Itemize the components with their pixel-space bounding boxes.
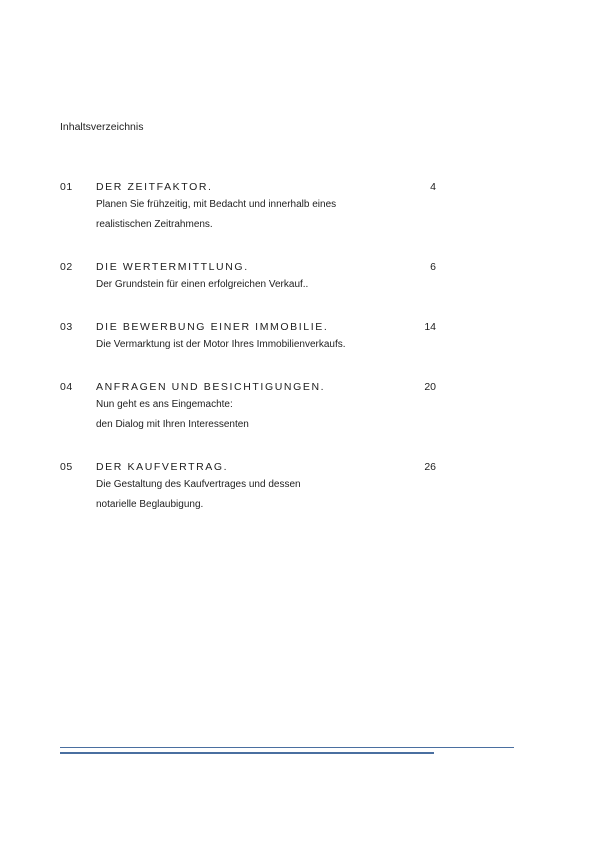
toc-entry-number: 03 (60, 321, 73, 333)
toc-entry-description-line: Planen Sie frühzeitig, mit Bedacht und innerhalb eines (96, 199, 337, 210)
toc-entry-number: 02 (60, 261, 73, 273)
toc-entry-page: 4 (430, 181, 436, 193)
toc-entry-title: ANFRAGEN UND BESICHTIGUNGEN. (96, 381, 326, 393)
toc-entry-page: 20 (424, 381, 436, 393)
toc-entry-title: DER KAUFVERTRAG. (96, 461, 229, 473)
toc-entry-number: 01 (60, 181, 73, 193)
toc-entry-description-line: Nun geht es ans Eingemachte: (96, 399, 233, 410)
toc-entry-number: 04 (60, 381, 73, 393)
toc-entry-page: 6 (430, 261, 436, 273)
toc-entry-description (96, 335, 346, 355)
footer-rule-thin (60, 747, 514, 748)
toc-entry-number: 05 (60, 461, 73, 473)
toc-entry-description (96, 475, 301, 515)
toc-entry-description-line: Die Vermarktung ist der Motor Ihres Immobilienverkaufs. (96, 339, 346, 350)
toc-entry-page: 14 (424, 321, 436, 333)
toc-heading: Inhaltsverzeichnis (60, 121, 144, 133)
toc-entry-description-line: Die Gestaltung des Kaufvertrages und dessen (96, 479, 301, 490)
toc-entry-page: 26 (424, 461, 436, 473)
toc-entry-description (96, 195, 336, 235)
toc-entry-title: DIE WERTERMITTLUNG. (96, 261, 249, 273)
footer-rule-thick (60, 752, 434, 754)
toc-entry-description-line: notarielle Beglaubigung. (96, 499, 204, 510)
toc-entry-description-line: den Dialog mit Ihren Interessenten (96, 419, 249, 430)
toc-entry-description-line: Der Grundstein für einen erfolgreichen Verkauf.. (96, 279, 309, 290)
toc-entry-description (96, 275, 308, 295)
toc-entry-description (96, 395, 249, 435)
toc-entry-title: DER ZEITFAKTOR. (96, 181, 213, 193)
toc-entry-title: DIE BEWERBUNG EINER IMMOBILIE. (96, 321, 329, 333)
toc-entry-description-line: realistischen Zeitrahmens. (96, 219, 213, 230)
